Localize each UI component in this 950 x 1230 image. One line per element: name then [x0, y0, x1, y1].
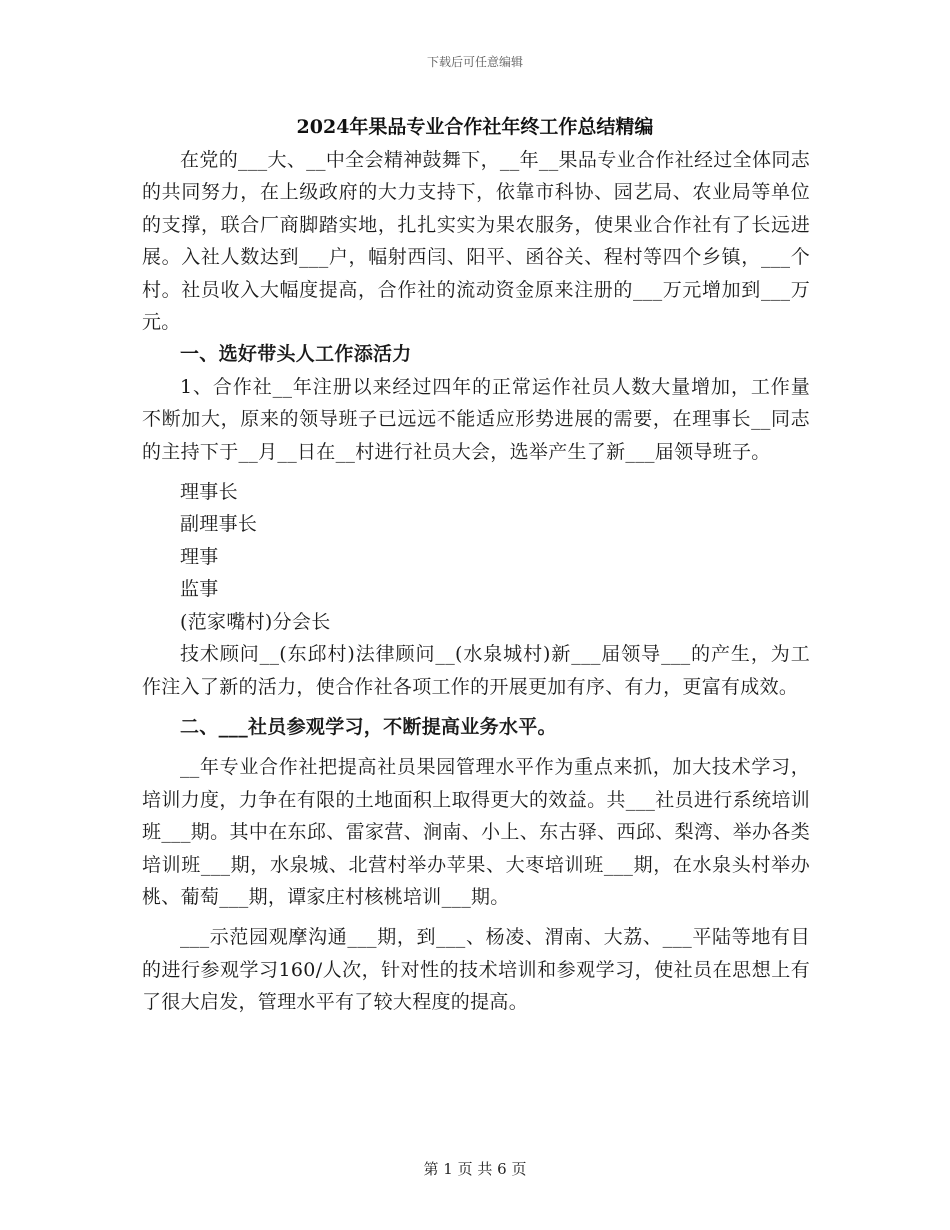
section-heading-1: 一、选好带头人工作添活力 [180, 343, 412, 366]
section-heading-2: 二、___社员参观学习，不断提高业务水平。 [180, 715, 557, 738]
list-item-vice-chairman: 副理事长 [180, 513, 258, 536]
page-header-note: 下载后可任意编辑 [426, 55, 523, 69]
page-number-footer: 第 1 页 共 6 页 [423, 1160, 527, 1178]
list-item-director: 理事 [180, 545, 219, 568]
list-item-chairman: 理事长 [180, 481, 238, 504]
body-paragraph: ___示范园观摩沟通___期，到___、杨凌、渭南、大荔、___平陆等地有目的进行参观学习160/人次，针对性的技术培训和参观学习，使社员在思想上有了很大启发，管理水平有了较大程度的提高。 [142, 926, 810, 1014]
body-paragraph: __年专业合作社把提高社员果园管理水平作为重点来抓，加大技术学习，培训力度，力争在有限的土地面积上取得更大的效益。共___社员进行系统培训班___期。其中在东邱、雷家营、涧南、小上、东古驿、西邱、梨湾、举办各类培训班___期，水泉城、北营村举办苹果、大枣培训班___期，在水泉头村举办桃、葡萄___期，谭家庄村核桃培训___期。 [142, 756, 810, 908]
list-item-supervisor: 监事 [180, 578, 219, 601]
body-paragraph: 技术顾问__(东邱村)法律顾问__(水泉城村)新___届领导___的产生，为工作注入了新的活力，使合作社各项工作的开展更加有序、有力，更富有成效。 [142, 643, 810, 698]
intro-paragraph: 在党的___大、__中全会精神鼓舞下，__年__果品专业合作社经过全体同志的共同努力，在上级政府的大力支持下，依靠市科协、园艺局、农业局等单位的支撑，联合厂商脚踏实地，扎扎实实为果农服务，使果业合作社有了长远进展。入社人数达到___户，幅射西闫、阳平、函谷关、程村等四个乡镇，___个村。社员收入大幅度提高，合作社的流动资金原来注册的___万元增加到___万元。 [142, 149, 810, 334]
document-body [142, 144, 810, 1019]
document-title: 2024年果品专业合作社年终工作总结精编 [296, 116, 654, 138]
list-item-branch-head: (范家嘴村)分会长 [180, 610, 331, 633]
body-paragraph: 1、合作社__年注册以来经过四年的正常运作社员人数大量增加，工作量不断加大，原来的领导班子已远远不能适应形势进展的需要，在理事长__同志的主持下于__月__日在__村进行社员大会，选举产生了新___届领导班子。 [142, 375, 810, 463]
